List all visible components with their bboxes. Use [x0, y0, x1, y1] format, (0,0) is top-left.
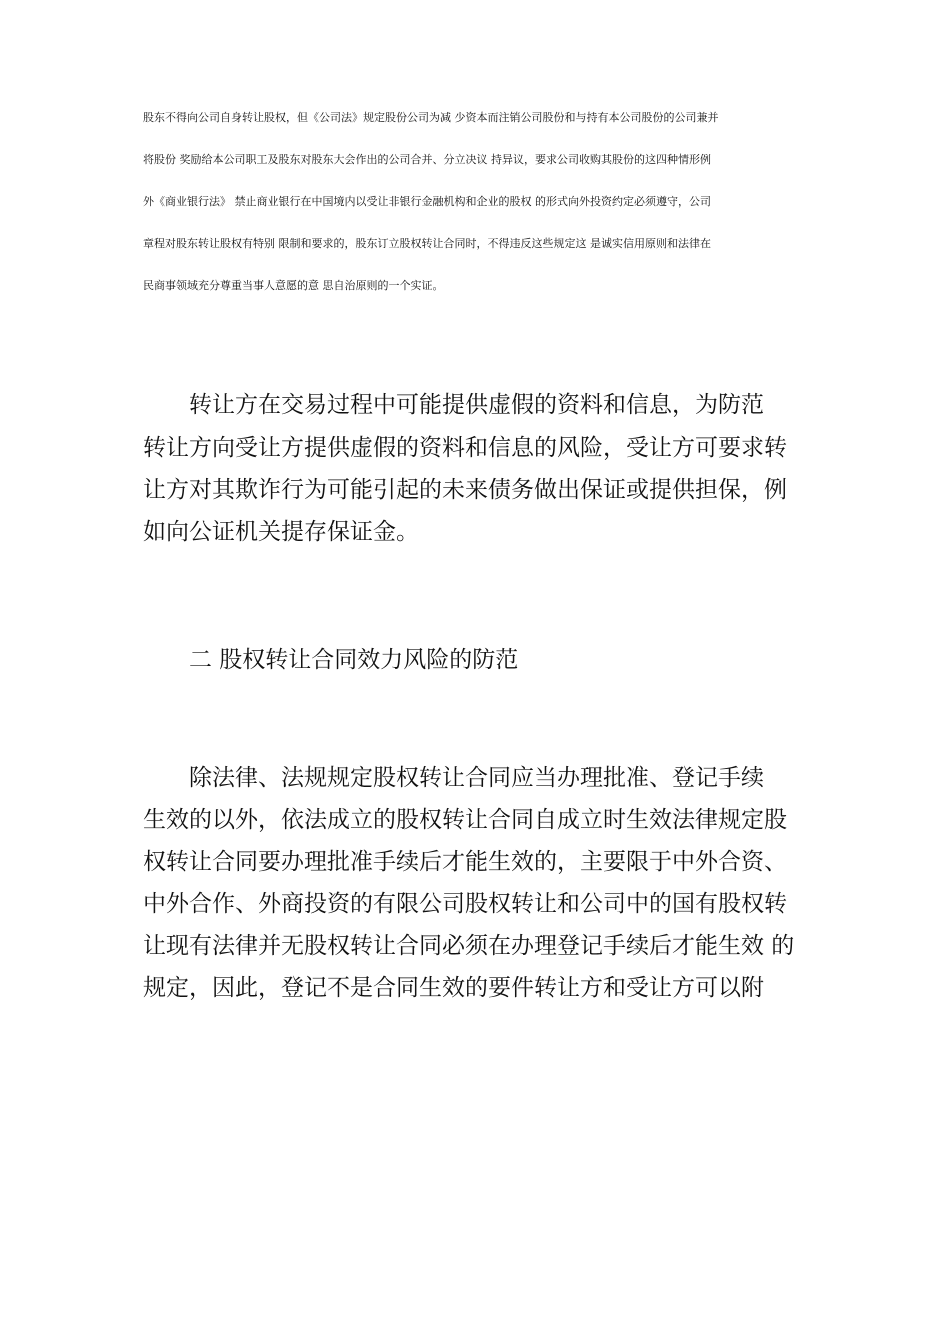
paragraph-3-line-6: 规定，因此，登记不是合同生效的要件转让方和受让方可以附	[143, 975, 764, 1001]
paragraph-1-line-4: 章程对股东转让股权有特别 限制和要求的，股东订立股权转让合同时，不得违反这些规定这 是诚实信用原则和法律在	[143, 237, 711, 250]
paragraph-3-line-3: 权转让合同要办理批准手续后才能生效的，主要限于中外合资、	[143, 849, 787, 875]
paragraph-2-line-3: 让方对其欺诈行为可能引起的未来债务做出保证或提供担保，例	[143, 477, 787, 503]
paragraph-3-line-2: 生效的以外，依法成立的股权转让合同自成立时生效法律规定股	[143, 807, 787, 833]
paragraph-2-line-1: 转让方在交易过程中可能提供虚假的资料和信息，为防范	[143, 392, 764, 418]
paragraph-2-line-4: 如向公证机关提存保证金。	[143, 519, 419, 545]
section-heading: 二 股权转让合同效力风险的防范	[143, 647, 519, 673]
paragraph-2-line-2: 转让方向受让方提供虚假的资料和信息的风险，受让方可要求转	[143, 435, 787, 461]
paragraph-3-line-4: 中外合作、外商投资的有限公司股权转让和公司中的国有股权转	[143, 891, 787, 917]
paragraph-1-line-1: 股东不得向公司自身转让股权，但《公司法》规定股份公司为减 少资本而注销公司股份和与持有本公司股份的公司兼并	[143, 111, 719, 124]
paragraph-1-line-2: 将股份 奖励给本公司职工及股东对股东大会作出的公司合并、分立决议 持异议，要求公司收购其股份的这四种情形例	[143, 153, 711, 166]
paragraph-1-line-3: 外《商业银行法》 禁止商业银行在中国境内以受让非银行金融机构和企业的股权 的形式向外投资约定必须遵守，公司	[143, 195, 711, 208]
paragraph-3-line-1: 除法律、法规规定股权转让合同应当办理批准、登记手续	[143, 765, 764, 791]
paragraph-3-line-5: 让现有法律并无股权转让合同必须在办理登记手续后才能生效 的	[143, 933, 795, 959]
paragraph-1-line-5: 民商事领域充分尊重当事人意愿的意 思自治原则的一个实证。	[143, 279, 444, 292]
